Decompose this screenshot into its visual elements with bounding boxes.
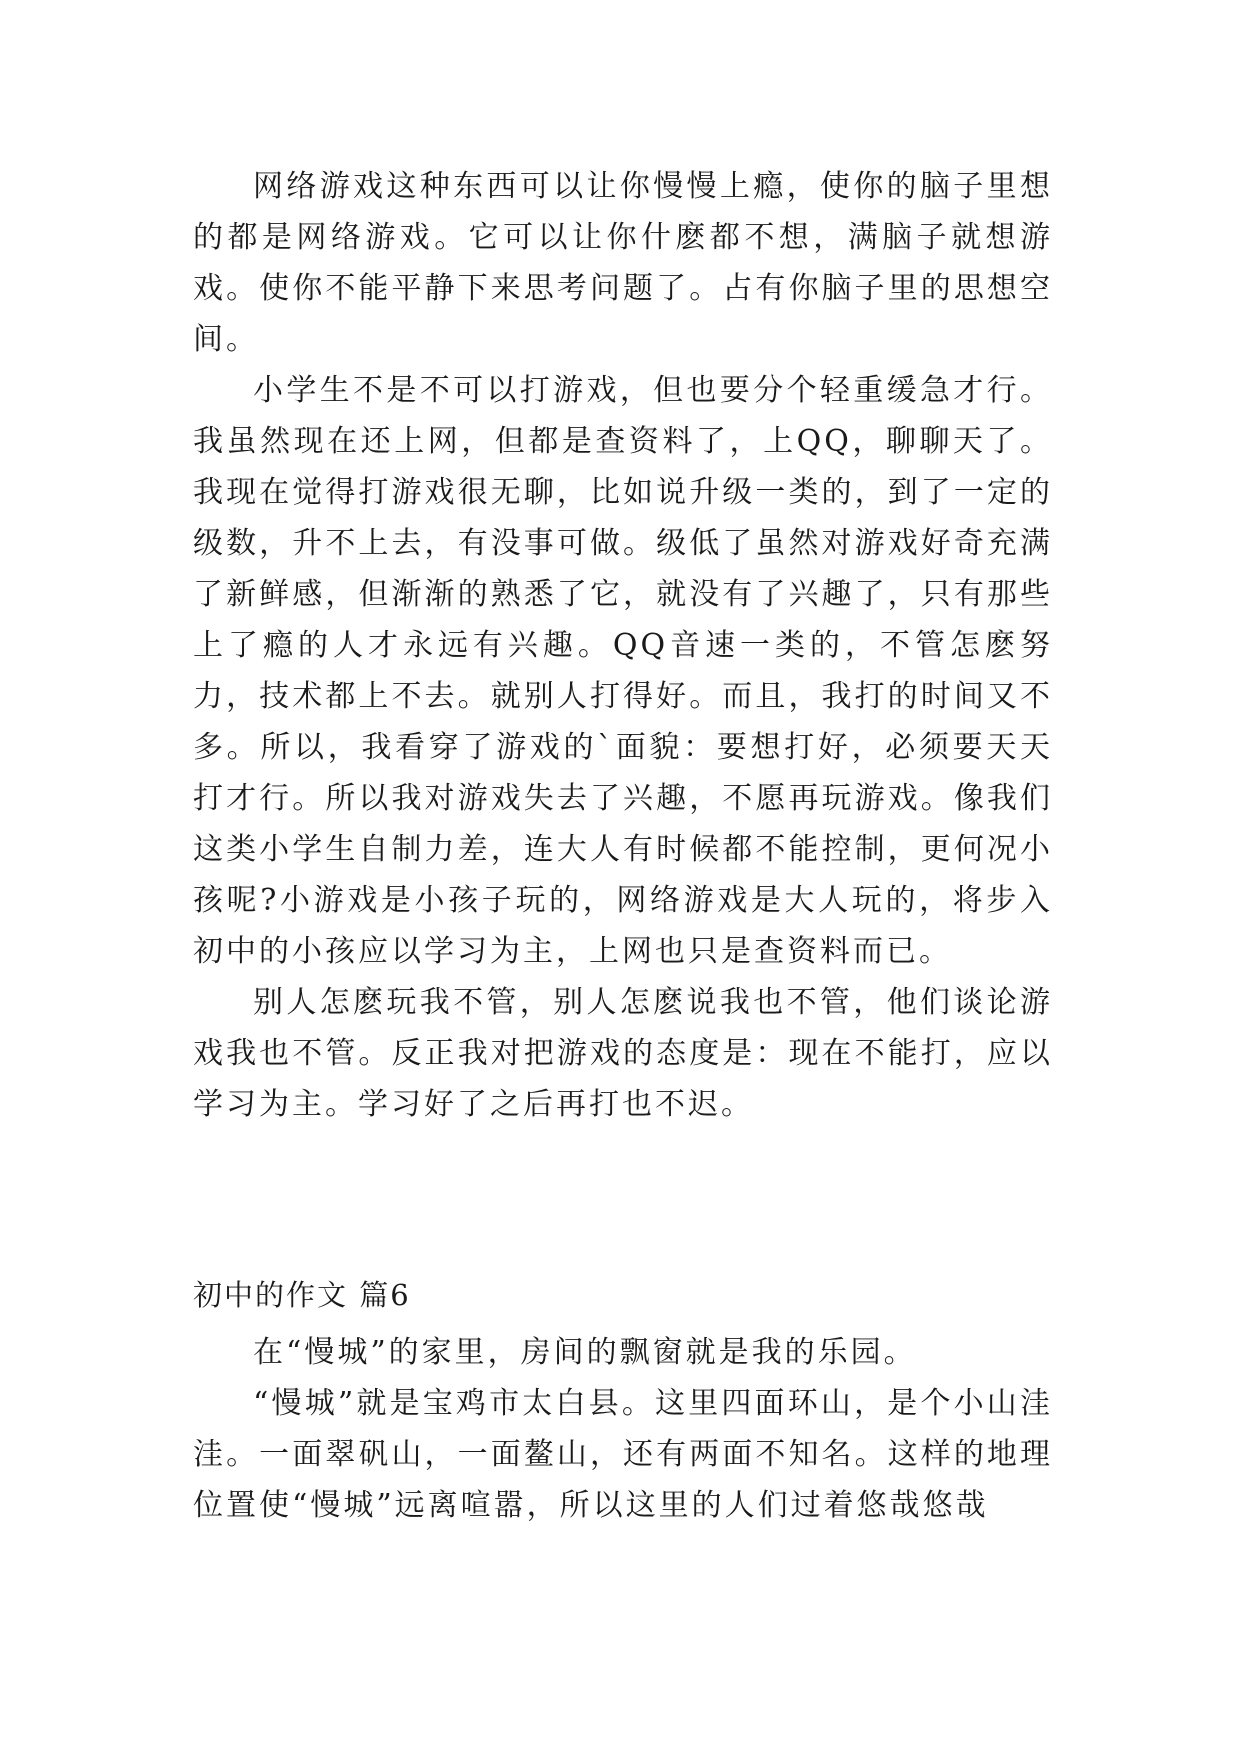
paragraph-bay-window: 在“慢城”的家里，房间的飘窗就是我的乐园。 bbox=[253, 1335, 917, 1370]
essay-body-part2 bbox=[193, 1327, 1053, 1531]
paragraph-internet-games-addiction: 网络游戏这种东西可以让你慢慢上瘾，使你的脑子里想的都是网络游戏。它可以让你什麽都不想，满脑子就想游戏。使你不能平静下来思考问题了。占有你脑子里的思想空间。 bbox=[193, 169, 1053, 357]
paragraph-slow-city: “慢城”就是宝鸡市太白县。这里四面环山，是个小山洼洼。一面翠矾山，一面鳌山，还有两面不知名。这样的地理位置使“慢城”远离喧嚣，所以这里的人们过着悠哉悠哉 bbox=[193, 1386, 1053, 1523]
paragraph-pupils-and-games: 小学生不是不可以打游戏，但也要分个轻重缓急才行。我虽然现在还上网，但都是查资料了，上QQ，聊聊天了。我现在觉得打游戏很无聊，比如说升级一类的，到了一定的级数，升不上去，有没事可做。级低了虽然对游戏好奇充满了新鲜感，但渐渐的熟悉了它，就没有了兴趣了，只有那些上了瘾的人才永远有兴趣。QQ音速一类的，不管怎麽努力，技术都上不去。就别人打得好。而且，我打的时间又不多。所以，我看穿了游戏的`面貌：要想打好，必须要天天打才行。所以我对游戏失去了兴趣，不愿再玩游戏。像我们这类小学生自制力差，连大人有时候都不能控制，更何况小孩呢?小游戏是小孩子玩的，网络游戏是大人玩的，将步入初中的小孩应以学习为主，上网也只是查资料而已。 bbox=[193, 373, 1053, 969]
essay-body-part1 bbox=[193, 161, 1053, 1130]
section-heading: 初中的作文 篇6 bbox=[193, 1278, 411, 1312]
paragraph-attitude-to-games: 别人怎麽玩我不管，别人怎麽说我也不管，他们谈论游戏我也不管。反正我对把游戏的态度是：现在不能打，应以学习为主。学习好了之后再打也不迟。 bbox=[193, 985, 1053, 1122]
